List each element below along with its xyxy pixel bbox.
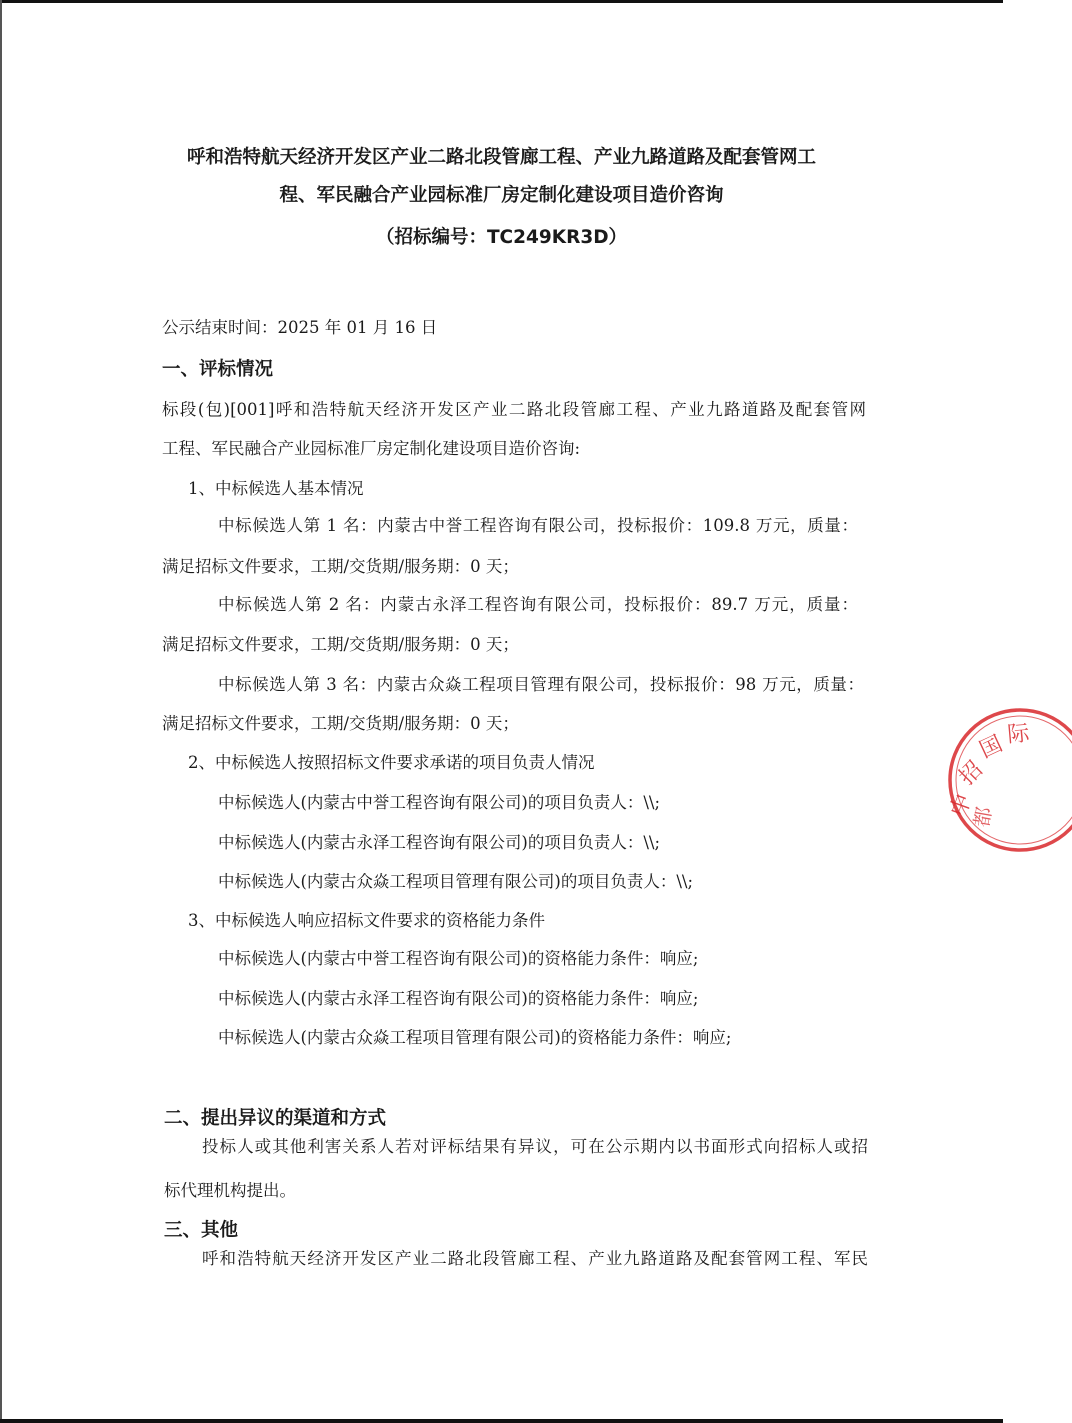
candidate-1-line-1: 中标候选人第 1 名：内蒙古中誉工程咨询有限公司，投标报价：109.8 万元，质量： <box>218 516 858 535</box>
section-1-heading: 一、评标情况 <box>162 359 274 380</box>
candidate-3-line-2: 满足招标文件要求，工期/交货期/服务期：0 天； <box>162 714 519 733</box>
objection-line-1: 投标人或其他利害关系人若对评标结果有异议，可在公示期内以书面形式向招标人或招 <box>202 1137 868 1156</box>
scan-edge-left <box>0 0 2 1423</box>
title-line-3: （招标编号：TC249KR3D） <box>375 227 628 248</box>
lot-line-1: 标段(包)[001]呼和浩特航天经济开发区产业二路北段管廊工程、产业九路道路及配套管网 <box>162 400 866 419</box>
qualification-item-2: 中标候选人(内蒙古永泽工程咨询有限公司)的资格能力条件：响应; <box>218 989 699 1008</box>
section-3-heading: 三、其他 <box>164 1220 239 1241</box>
project-manager-item-3: 中标候选人(内蒙古众焱工程项目管理有限公司)的项目负责人：\\; <box>218 872 694 891</box>
qualification-item-3: 中标候选人(内蒙古众焱工程项目管理有限公司)的资格能力条件：响应; <box>218 1028 732 1047</box>
subsection-2-heading: 2、中标候选人按照招标文件要求承诺的项目负责人情况 <box>188 753 595 772</box>
scan-edge-bottom <box>0 1419 1003 1423</box>
qualification-item-1: 中标候选人(内蒙古中誉工程咨询有限公司)的资格能力条件：响应; <box>218 949 699 968</box>
official-seal <box>942 700 1072 860</box>
objection-line-2: 标代理机构提出。 <box>164 1181 296 1200</box>
svg-text:际: 际 <box>1006 721 1031 748</box>
lot-line-2: 工程、军民融合产业园标准厂房定制化建设项目造价咨询: <box>162 439 581 458</box>
candidate-2-line-1: 中标候选人第 2 名：内蒙古永泽工程咨询有限公司，投标报价：89.7 万元，质量： <box>218 595 858 614</box>
candidate-3-line-1: 中标候选人第 3 名：内蒙古众焱工程项目管理有限公司，投标报价：98 万元，质量： <box>218 675 864 694</box>
candidate-2-line-2: 满足招标文件要求，工期/交货期/服务期：0 天； <box>162 635 519 654</box>
svg-text:招: 招 <box>954 756 988 791</box>
scan-edge-top <box>0 0 1003 3</box>
svg-text:中: 中 <box>946 790 978 821</box>
candidate-1-line-2: 满足招标文件要求，工期/交货期/服务期：0 天； <box>162 557 519 576</box>
svg-text:都: 都 <box>969 805 997 829</box>
svg-text:国: 国 <box>975 731 1007 764</box>
title-line-2: 程、军民融合产业园标准厂房定制化建设项目造价咨询 <box>279 185 724 206</box>
announcement-end-date: 公示结束时间：2025 年 01 月 16 日 <box>162 318 438 337</box>
subsection-1-heading: 1、中标候选人基本情况 <box>188 479 364 498</box>
project-manager-item-1: 中标候选人(内蒙古中誉工程咨询有限公司)的项目负责人：\\; <box>218 793 661 812</box>
other-line-1: 呼和浩特航天经济开发区产业二路北段管廊工程、产业九路道路及配套管网工程、军民 <box>202 1249 868 1268</box>
subsection-3-heading: 3、中标候选人响应招标文件要求的资格能力条件 <box>188 911 545 930</box>
section-2-heading: 二、提出异议的渠道和方式 <box>164 1108 387 1129</box>
title-line-1: 呼和浩特航天经济开发区产业二路北段管廊工程、产业九路道路及配套管网工 <box>186 147 816 168</box>
project-manager-item-2: 中标候选人(内蒙古永泽工程咨询有限公司)的项目负责人：\\; <box>218 833 661 852</box>
